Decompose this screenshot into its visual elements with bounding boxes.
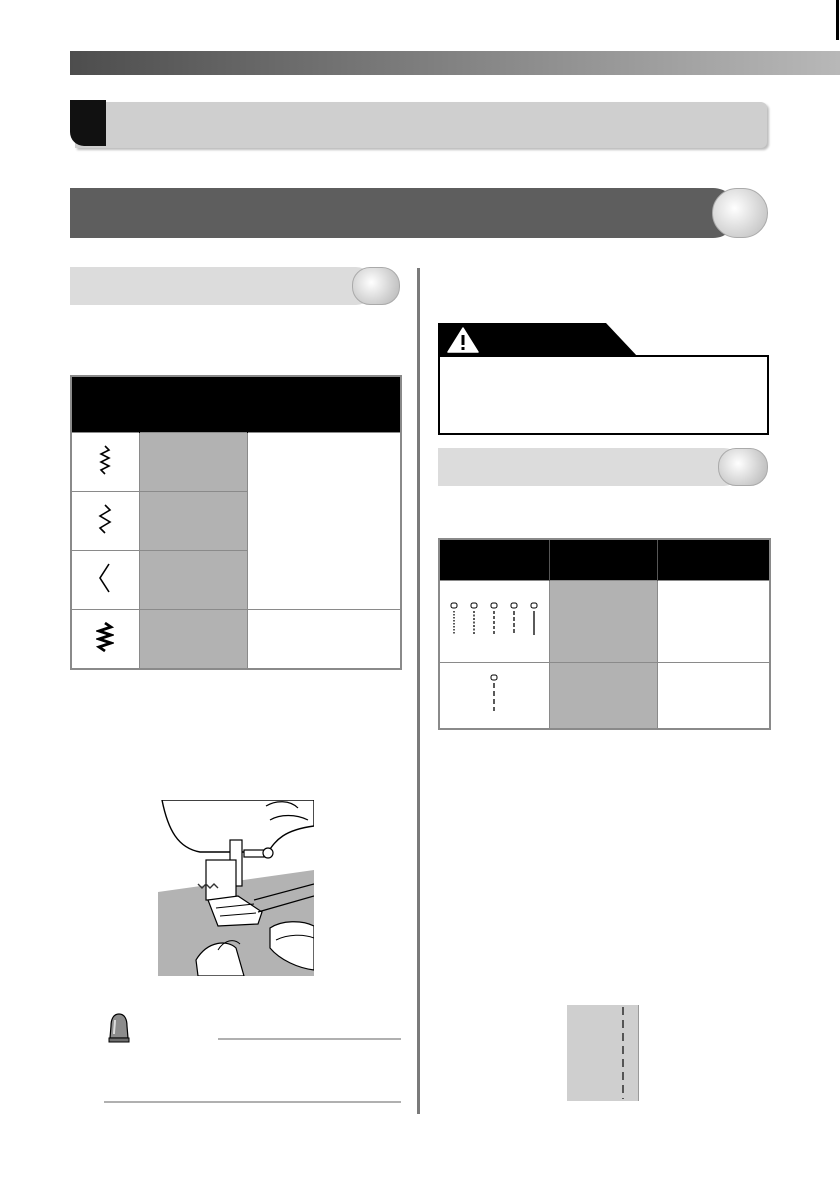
triple-zigzag-icon: [71, 610, 139, 670]
table-cell: [657, 663, 770, 729]
bell-memo-icon: [106, 1012, 132, 1046]
basting-stitch-icon: [439, 663, 549, 729]
sewing-presser-foot-illustration: [158, 800, 314, 976]
warning-box: [438, 355, 769, 435]
table-cell: [657, 581, 770, 663]
table-cell: [139, 433, 247, 492]
note-rule-top: [218, 1038, 401, 1040]
table-header-cell: [139, 376, 247, 433]
left-subsection-heading: [70, 267, 374, 305]
table-cell: [549, 663, 657, 729]
table-header-cell: [247, 376, 401, 433]
table-header-cell: [71, 376, 139, 433]
table-row: [71, 433, 401, 492]
table-header-cell: [439, 539, 549, 581]
table-cell: [139, 492, 247, 551]
page-edge-tick: [836, 0, 839, 40]
chapter-tab: [70, 100, 106, 146]
right-subsection-heading: [438, 448, 742, 486]
table-header-cell: [657, 539, 770, 581]
column-divider: [417, 268, 420, 1114]
section-banner-pill: [712, 188, 768, 238]
table-header-cell: [549, 539, 657, 581]
table-cell: [549, 581, 657, 663]
section-banner: [70, 188, 738, 238]
table-cell: [247, 610, 401, 670]
left-subsection-pill: [352, 267, 400, 305]
header-bar: [70, 51, 840, 75]
straight-stitch-set-icon: [439, 581, 549, 663]
warning-triangle-icon: [446, 326, 480, 354]
left-stitch-table: [70, 375, 402, 670]
zigzag-narrow-icon: [71, 433, 139, 492]
table-cell: [139, 551, 247, 610]
zigzag-wide-icon: [71, 551, 139, 610]
chapter-band: [75, 102, 767, 148]
table-row: [71, 610, 401, 670]
zigzag-medium-icon: [71, 492, 139, 551]
table-cell: [247, 433, 401, 610]
fabric-stitch-line-illustration: [567, 1005, 639, 1101]
table-cell: [139, 610, 247, 670]
table-header-row: [71, 376, 401, 433]
note-rule-bottom: [104, 1101, 401, 1103]
right-stitch-table: [438, 538, 771, 730]
table-row: [439, 581, 770, 663]
table-row: [439, 663, 770, 729]
table-header-row: [439, 539, 770, 581]
stitch-line: [567, 1005, 638, 1101]
right-subsection-pill: [718, 448, 768, 486]
